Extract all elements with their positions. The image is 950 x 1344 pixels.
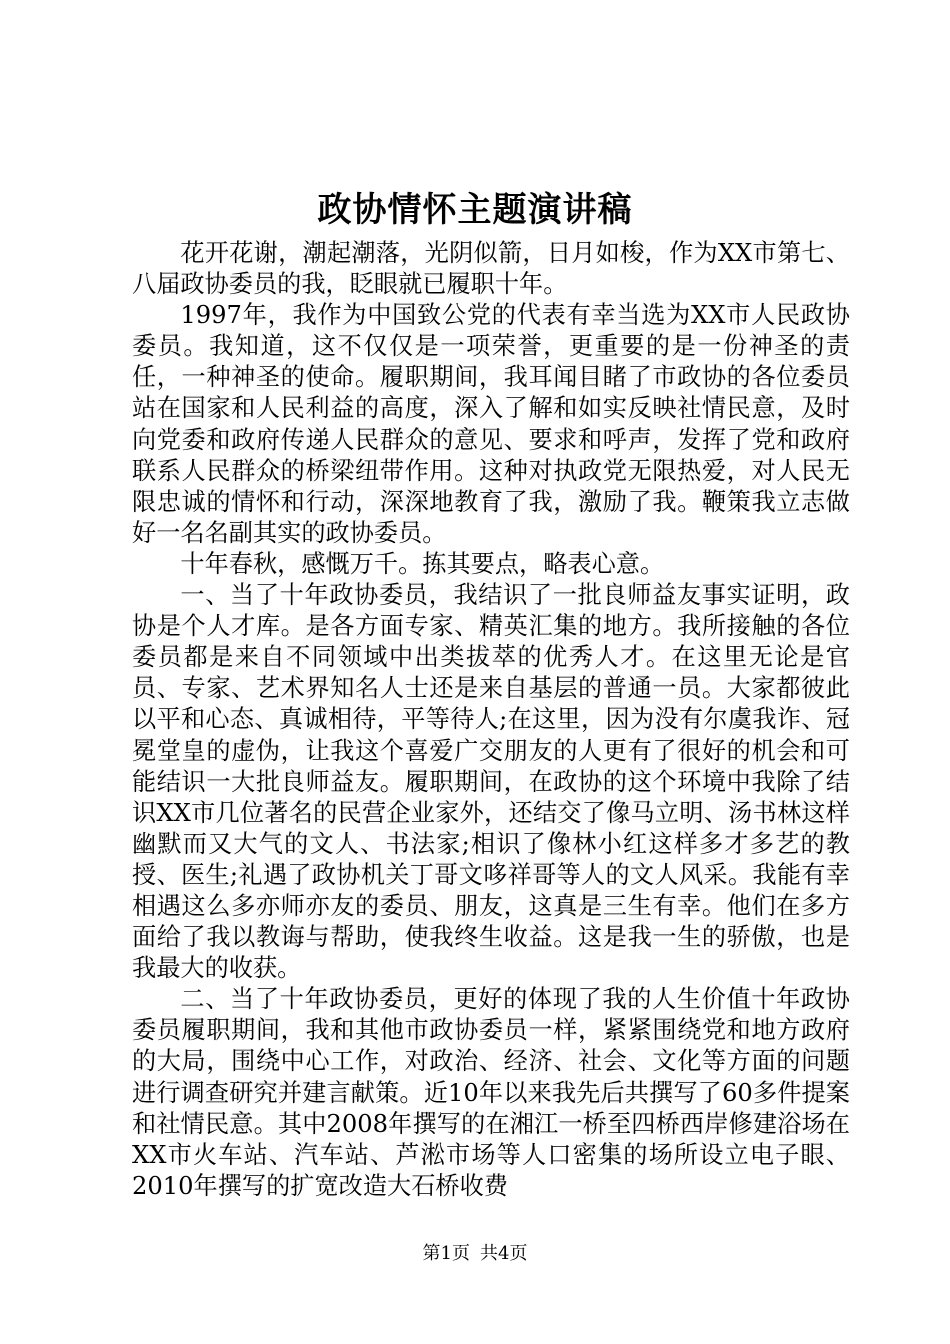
paragraph-3: 十年春秋，感慨万千。拣其要点，略表心意。 xyxy=(180,549,665,578)
paragraph-1: 花开花谢，潮起潮落，光阴似箭，日月如梭，作为XX市第七、八届政协委员的我，眨眼就已履职十年。 xyxy=(132,239,850,299)
page-total: 共4页 xyxy=(480,1243,528,1264)
paragraph-4: 一、当了十年政协委员，我结识了一批良师益友事实证明，政协是个人才库。是各方面专家、精英汇集的地方。我所接触的各位委员都是来自不同领域中出类拔萃的优秀人才。在这里无论是官员、专家、艺术界知名人士还是来自基层的普通一员。大家都彼此以平和心态、真诚相待，平等待人;在这里，因为没有尔虞我诈、冠冕堂皇的虚伪，让我这个喜爱广交朋友的人更有了很好的机会和可能结识一大批良师益友。履职期间，在政协的这个环境中我除了结识XX市几位著名的民营企业家外，还结交了像马立明、汤书林这样幽默而又大气的文人、书法家;相识了像林小红这样多才多艺的教授、医生;礼遇了政协机关丁哥文哆祥哥等人的文人风采。我能有幸相遇这么多亦师亦友的委员、朋友，这真是三生有幸。他们在多方面给了我以教诲与帮助，使我终生收益。这是我一生的骄傲，也是我最大的收获。 xyxy=(132,581,850,983)
paragraph-2: 1997年，我作为中国致公党的代表有幸当选为XX市人民政协委员。我知道，这不仅仅是一项荣誉，更重要的是一份神圣的责任，一种神圣的使命。履职期间，我耳闻目睹了市政协的各位委员站在国家和人民利益的高度，深入了解和如实反映社情民意，及时向党委和政府传递人民群众的意见、要求和呼声，发挥了党和政府联系人民群众的桥梁纽带作用。这种对执政党无限热爱，对人民无限忠诚的情怀和行动，深深地教育了我，激励了我。鞭策我立志做好一名名副其实的政协委员。 xyxy=(132,301,850,547)
paragraph-5: 二、当了十年政协委员，更好的体现了我的人生价值十年政协委员履职期间，我和其他市政协委员一样，紧紧围绕党和地方政府的大局，围绕中心工作，对政治、经济、社会、文化等方面的问题进行调查研究并建言献策。近10年以来我先后共撰写了60多件提案和社情民意。其中2008年撰写的在湘江一桥至四桥西岸修建浴场在XX市火车站、汽车站、芦淞市场等人口密集的场所设立电子眼、2010年撰写的扩宽改造大石桥收费 xyxy=(132,985,850,1200)
document-body xyxy=(132,238,850,1202)
document-title: 政协情怀主题演讲稿 xyxy=(317,190,633,230)
page-number: 第1页 xyxy=(422,1243,470,1264)
page-footer xyxy=(0,1242,950,1266)
